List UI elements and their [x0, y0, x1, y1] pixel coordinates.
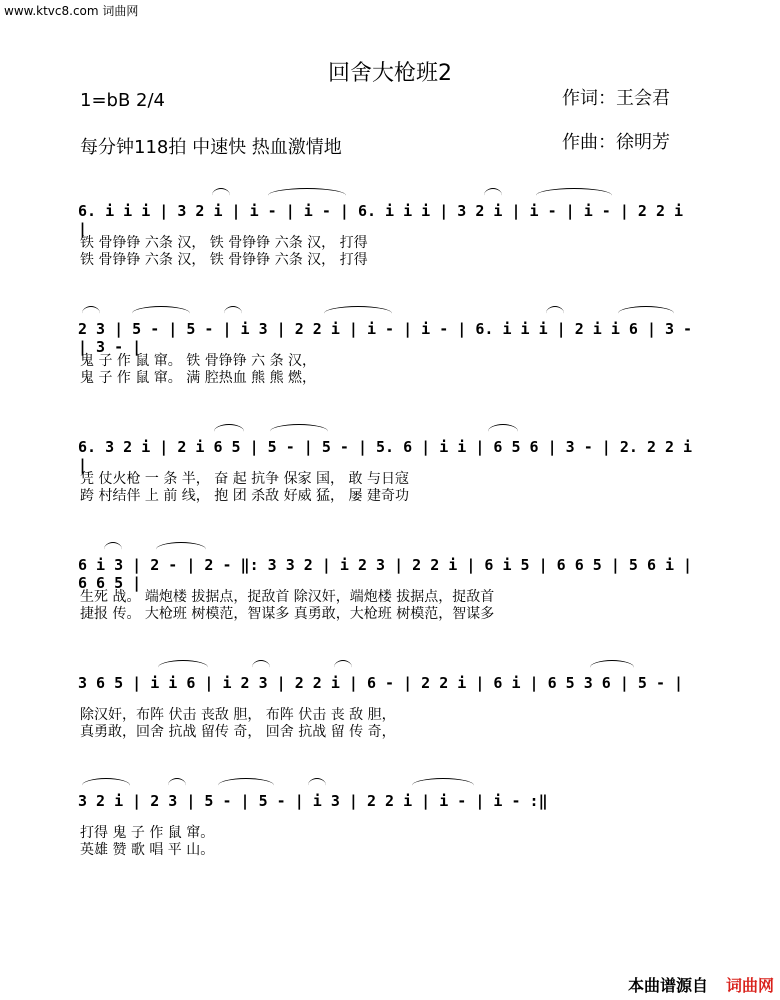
lyrics-verse-1: 铁 骨铮铮 六条 汉， 铁 骨铮铮 六条 汉， 打得 — [80, 235, 368, 251]
slur — [156, 542, 206, 557]
song-title: 回舍大枪班2 — [328, 61, 452, 86]
notes-row — [72, 424, 700, 474]
slur — [412, 778, 474, 793]
lyrics-verse-2: 铁 骨铮铮 六条 汉， 铁 骨铮铮 六条 汉， 打得 — [80, 252, 368, 268]
slur — [82, 306, 100, 321]
lyrics-verse-2: 鬼 子 作 鼠 窜。 满 腔热血 熊 熊 燃， — [80, 370, 317, 386]
slur — [158, 660, 208, 675]
notes-row — [72, 778, 700, 818]
notation-text: 2 3 | 5 - | 5 - | i 3 | 2 2 i | i - | i - | 6. i i i | 2 i i 6 | 3 - | 3 - | — [78, 320, 693, 356]
slur — [536, 188, 612, 203]
footer-source-text: 本曲谱源自 — [627, 976, 708, 995]
slur — [168, 778, 186, 793]
score-system-6 — [72, 778, 700, 860]
score-system-1 — [72, 188, 700, 270]
score-system-2 — [72, 306, 700, 388]
slur — [270, 424, 328, 439]
slur — [268, 188, 346, 203]
lyrics-verse-2: 真勇敢，回舍 抗战 留传 奇， 回舍 抗战 留 传 奇， — [80, 724, 396, 740]
slur — [104, 542, 122, 557]
score-system-4 — [72, 542, 700, 624]
slur — [484, 188, 502, 203]
slur — [224, 306, 242, 321]
lyrics-verse-1: 凭 仗火枪 一 条 半， 奋 起 抗争 保家 国， 敢 与日寇 — [80, 471, 409, 487]
notation-text: 3 2 i | 2 3 | 5 - | 5 - | i 3 | 2 2 i | i - | i - :‖ — [78, 792, 548, 810]
notation-text: 3 6 5 | i i 6 | i 2 3 | 2 2 i | 6 - | 2 2 i | 6 i | 6 5 3 6 | 5 - | — [78, 674, 684, 692]
slur — [618, 306, 674, 321]
lyrics-verse-2: 英雄 赞 歌 唱 平 山。 — [80, 842, 215, 858]
notation-text: 6. 3 2 i | 2 i 6 5 | 5 - | 5 - | 5. 6 | i i | 6 5 6 | 3 - | 2. 2 2 i | — [78, 438, 693, 474]
score-system-5 — [72, 660, 700, 742]
notes-row — [72, 188, 700, 238]
notation-text: 6. i i i | 3 2 i | i - | i - | 6. i i i | 3 2 i | i - | i - | 2 2 i | — [78, 202, 684, 238]
slur — [82, 778, 130, 793]
lyrics-verse-1: 生死 战。 端炮楼 拔据点，捉敌首 除汉奸，端炮楼 拔据点，捉敌首 — [80, 589, 495, 605]
notes-row — [72, 542, 700, 592]
lyricist: 作词：王会君 — [562, 88, 670, 109]
lyrics-verse-2: 捷报 传。 大枪班 树模范，智谋多 真勇敢，大枪班 树模范，智谋多 — [80, 606, 495, 622]
lyrics-verse-2: 跨 村结伴 上 前 线， 抱 团 杀敌 好威 猛， 屡 建奇功 — [80, 488, 409, 504]
slur — [218, 778, 274, 793]
slur — [324, 306, 392, 321]
slur — [488, 424, 518, 439]
slur — [252, 660, 270, 675]
lyrics-verse-1: 鬼 子 作 鼠 窜。 铁 骨铮铮 六 条 汉， — [80, 353, 317, 369]
score-system-3 — [72, 424, 700, 506]
composer: 作曲：徐明芳 — [562, 132, 670, 153]
slur — [308, 778, 326, 793]
slur — [590, 660, 634, 675]
notes-row — [72, 660, 700, 700]
watermark: www.ktvc8.com 词曲网 — [4, 4, 139, 18]
footer-logo[interactable]: 词曲网 — [725, 976, 774, 995]
notes-row — [72, 306, 700, 356]
key-signature: 1=bB 2/4 — [80, 90, 165, 111]
slur — [334, 660, 352, 675]
slur — [546, 306, 564, 321]
slur — [212, 188, 230, 203]
slur — [214, 424, 244, 439]
lyrics-verse-1: 除汉奸，布阵 伏击 丧敌 胆， 布阵 伏击 丧 敌 胆， — [80, 707, 396, 723]
tempo-marking: 每分钟118拍 中速快 热血激情地 — [80, 137, 342, 158]
notation-text: 6 i 3 | 2 - | 2 - ‖: 3 3 2 | i 2 3 | 2 2 i | 6 i 5 | 6 6 5 | 5 6 i | 6 6 5 | — [78, 556, 693, 592]
slur — [132, 306, 190, 321]
lyrics-verse-1: 打得 鬼 子 作 鼠 窜。 — [80, 825, 215, 841]
